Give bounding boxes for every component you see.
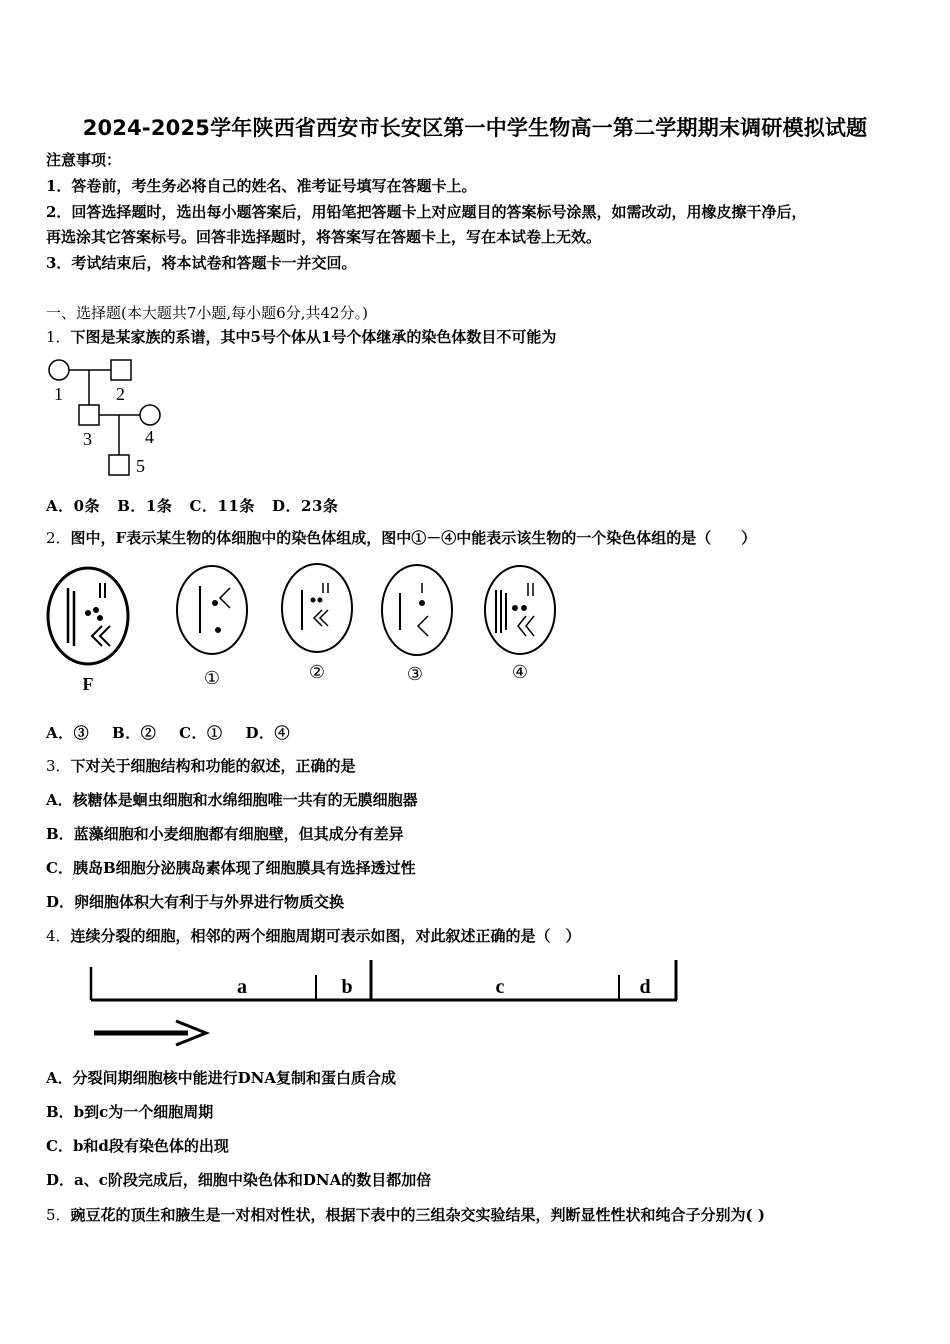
cell-label-1: ①: [203, 668, 221, 688]
q4-option-c[interactable]: C．b和d段有染色体的出现: [46, 1137, 229, 1155]
question-text: 图中，F表示某生物的体细胞中的染色体组成，图中①－④中能表示该生物的一个染色体组的是（ ）: [70, 529, 757, 547]
pedigree-male-5: [109, 455, 129, 475]
chromosome-cells-figure: [40, 558, 580, 698]
notice-heading: 注意事项：: [46, 151, 122, 169]
notice-item-3: 3．考试结束后，将本试卷和答题卡一并交回。: [46, 254, 357, 272]
pedigree-label-3: 3: [83, 429, 92, 449]
option-a[interactable]: A．③: [46, 724, 90, 742]
cell-label-f: F: [82, 674, 94, 694]
question-3: [46, 756, 356, 776]
cell-cycle-diagram: [80, 955, 690, 1050]
question-text: 连续分裂的细胞，相邻的两个细胞周期可表示如图，对此叙述正确的是（ ）: [70, 927, 581, 945]
question-text: 下对关于细胞结构和功能的叙述，正确的是: [70, 757, 356, 775]
segment-label-a: a: [237, 976, 247, 998]
pedigree-male-3: [79, 405, 99, 425]
q4-option-a[interactable]: A．分裂间期细胞核中能进行DNA复制和蛋白质合成: [46, 1069, 396, 1087]
pedigree-label-4: 4: [145, 427, 154, 447]
cell-label-3: ③: [406, 664, 424, 684]
question-number: 4．: [46, 927, 71, 945]
cell-2: [282, 564, 352, 652]
q3-option-c[interactable]: C．胰岛B细胞分泌胰岛素体现了细胞膜具有选择透过性: [46, 859, 416, 877]
option-c[interactable]: C．11条: [189, 497, 255, 515]
notice-item-2-cont: 再选涂其它答案标号。回答非选择题时，将答案写在答题卡上，写在本试卷上无效。: [46, 228, 602, 246]
pedigree-female-4: [140, 405, 160, 425]
pedigree-label-2: 2: [116, 384, 125, 404]
question-4: [46, 926, 581, 946]
cell-label-2: ②: [308, 662, 326, 682]
pedigree-diagram: [40, 350, 170, 480]
notice-item-1: 1．答卷前，考生务必将自己的姓名、准考证号填写在答题卡上。: [46, 177, 477, 195]
pedigree-female-1: [49, 360, 69, 380]
question-text: 豌豆花的顶生和腋生是一对相对性状，根据下表中的三组杂交实验结果，判断显性性状和纯合子分别为( ): [70, 1206, 765, 1224]
question-5: [46, 1205, 765, 1225]
option-b[interactable]: B．②: [112, 724, 157, 742]
segment-label-d: d: [639, 976, 651, 998]
q3-option-b[interactable]: B．蓝藻细胞和小麦细胞都有细胞壁，但其成分有差异: [46, 825, 404, 843]
pedigree-label-5: 5: [136, 456, 145, 476]
option-b[interactable]: B．1条: [117, 497, 173, 515]
cell-4: [485, 566, 555, 654]
option-d[interactable]: D．④: [245, 724, 290, 742]
question-number: 1．: [46, 328, 71, 346]
question-1: [46, 327, 556, 347]
q4-option-d[interactable]: D．a、c阶段完成后，细胞中染色体和DNA的数目都加倍: [46, 1171, 432, 1189]
option-c[interactable]: C．①: [179, 724, 223, 742]
pedigree-label-1: 1: [54, 384, 63, 404]
section-heading: 一、选择题(本大题共7小题,每小题6分,共42分。): [46, 304, 368, 322]
q4-option-b[interactable]: B．b到c为一个细胞周期: [46, 1103, 214, 1121]
cell-label-4: ④: [511, 662, 529, 682]
option-a[interactable]: A．0条: [46, 497, 101, 515]
cell-f: [48, 568, 128, 664]
q3-option-d[interactable]: D．卵细胞体积大有利于与外界进行物质交换: [46, 893, 345, 911]
question-number: 2．: [46, 529, 71, 547]
notice-item-2: 2．回答选择题时，选出每小题答案后，用铅笔把答题卡上对应题目的答案标号涂黑，如需改动，用橡皮擦干净后，: [46, 203, 807, 221]
q1-options: [46, 495, 338, 516]
q3-option-a[interactable]: A．核糖体是蛔虫细胞和水绵细胞唯一共有的无膜细胞器: [46, 791, 418, 809]
question-2: [46, 528, 756, 548]
cell-3: [382, 565, 452, 655]
segment-label-b: b: [341, 976, 353, 998]
page-title: 2024-2025学年陕西省西安市长安区第一中学生物高一第二学期期末调研模拟试题: [82, 116, 868, 140]
segment-label-c: c: [495, 976, 505, 998]
pedigree-male-2: [111, 360, 131, 380]
question-number: 3．: [46, 757, 71, 775]
q2-options: [46, 722, 290, 743]
option-d[interactable]: D．23条: [272, 497, 339, 515]
question-number: 5．: [46, 1206, 71, 1224]
question-text: 下图是某家族的系谱，其中5号个体从1号个体继承的染色体数目不可能为: [70, 328, 557, 346]
cell-1: [177, 566, 247, 654]
